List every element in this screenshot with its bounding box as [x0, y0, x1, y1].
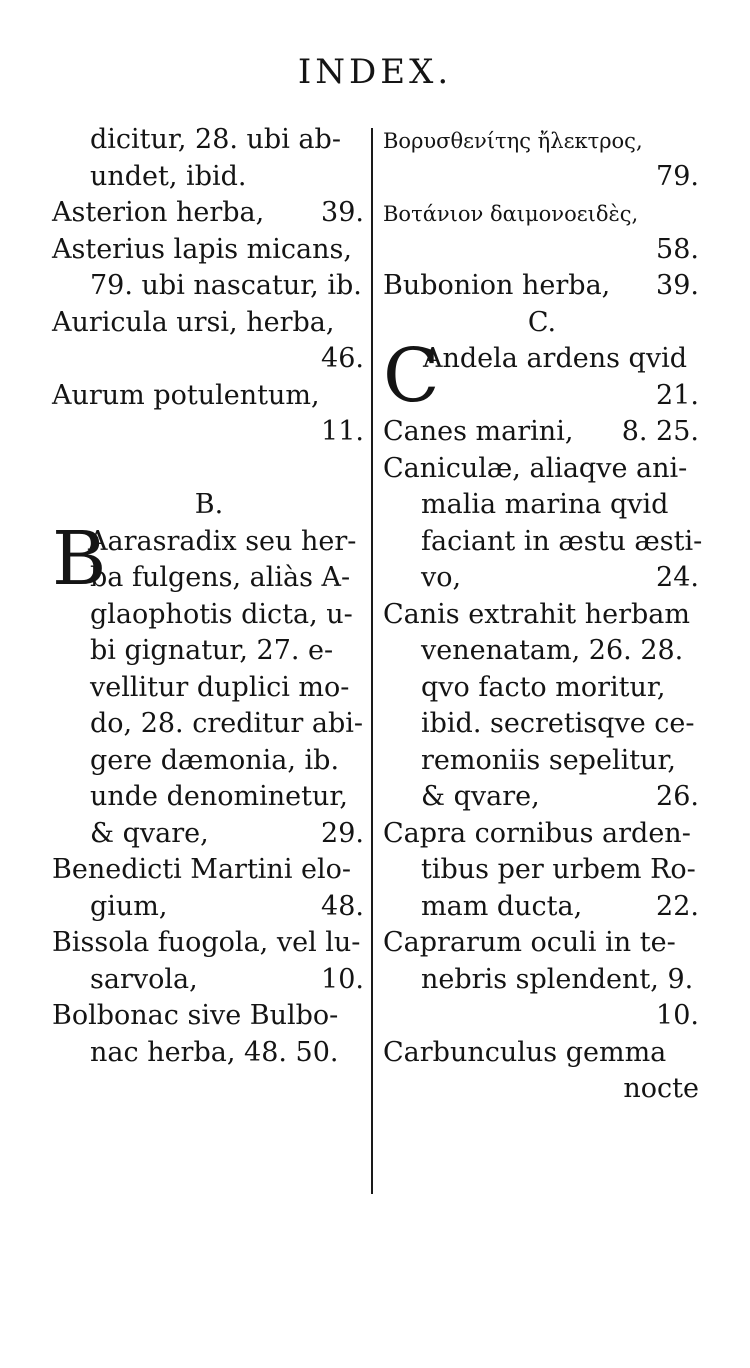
index-line [383, 998, 701, 1035]
index-line [383, 195, 701, 232]
index-line [383, 414, 701, 451]
index-line [52, 816, 366, 853]
index-entry-text: Βορυσθενίτης ἤλεκτρος, [383, 129, 643, 153]
index-entry-text: Auricula ursi, herba, [52, 306, 335, 338]
index-line [383, 670, 701, 707]
index-entry-text: Aurum potulentum, [52, 379, 320, 411]
index-entry-text: & qvare, [90, 817, 209, 849]
index-entry-text: Canis extrahit herbam [383, 598, 690, 630]
index-line [383, 122, 701, 159]
index-line [383, 268, 701, 305]
index-line [383, 962, 701, 999]
index-entry-text: & qvare, [421, 781, 540, 812]
index-line [52, 633, 366, 670]
index-entry-text: nac herba, 48. 50. [90, 1036, 339, 1068]
index-entry-text: ibid. secretisqve ce- [421, 708, 695, 739]
index-entry-text: 46. [321, 343, 364, 374]
index-entry-text: vo, [421, 562, 462, 593]
index-entry-text: Canes marini, [383, 416, 574, 447]
index-entry-text: Bubonion herba, [383, 270, 611, 301]
index-line [52, 962, 366, 999]
index-entry-text: sarvola, [90, 963, 198, 995]
index-line [52, 268, 366, 305]
column-divider [371, 128, 373, 1194]
drop-cap-letter: B [52, 515, 107, 602]
index-entry-text: Benedicti Martini elo- [52, 854, 352, 885]
drop-cap-letter: C [383, 333, 440, 419]
index-line [52, 597, 366, 634]
index-line [52, 341, 366, 378]
index-line [52, 743, 366, 780]
left-index-column [52, 122, 366, 1071]
index-line [52, 232, 366, 269]
index-line [383, 378, 701, 415]
page-reference-number: 39. [656, 270, 699, 301]
page-reference-number: 29. [321, 817, 364, 849]
index-line [383, 706, 701, 743]
index-line [52, 451, 366, 488]
page-reference-number: 26. [656, 781, 699, 812]
index-entry-text: Asterius lapis micans, [52, 233, 352, 265]
index-entry-text: remoniis sepelitur, [421, 744, 676, 776]
index-entry-text: faciant in æstu æsti- [421, 525, 703, 557]
index-line [383, 597, 701, 634]
section-letter-heading: B. [194, 489, 224, 520]
index-line [52, 122, 366, 159]
index-line [383, 1071, 701, 1108]
index-line [383, 779, 701, 816]
index-entry-text: qvo facto moritur, [421, 671, 666, 703]
index-entry-text: Andela ardens qvid [423, 343, 688, 374]
index-line [52, 670, 366, 707]
index-entry-text: Capra cornibus arden- [383, 817, 691, 849]
index-entry-text: gere dæmonia, ib. [90, 744, 340, 776]
index-line [52, 560, 366, 597]
right-index-column [383, 122, 701, 1108]
index-entry-text: Bolbonac sive Bulbo- [52, 1000, 339, 1031]
index-line [52, 305, 366, 342]
index-entry-text: Βοτάνιον δαιμονοειδὲς, [383, 202, 639, 226]
index-entry-text: 21. [656, 379, 699, 411]
index-entry-text: glaophotis dicta, u- [90, 598, 353, 630]
index-line [52, 1035, 366, 1072]
index-line [383, 889, 701, 926]
index-entry-text: venenatam, 26. 28. [421, 635, 684, 666]
page-reference-number: 8. 25. [621, 416, 699, 447]
index-line [52, 889, 366, 926]
index-entry-text: 58. [656, 233, 699, 265]
index-entry-text: malia marina qvid [421, 489, 669, 520]
index-entry-text: nebris splendent, 9. [421, 963, 694, 995]
index-entry-text: undet, ibid. [90, 160, 247, 192]
index-line [383, 232, 701, 269]
index-line [383, 1035, 701, 1072]
page-reference-number: 24. [656, 562, 699, 593]
index-entry-text: Carbunculus gemma [383, 1036, 667, 1068]
index-line [383, 487, 701, 524]
index-entry-text: Asterion herba, [52, 197, 265, 228]
index-entry-text: gium, [90, 890, 168, 922]
index-entry-text: mam ducta, [421, 890, 583, 922]
index-line [383, 451, 701, 488]
index-line [52, 378, 366, 415]
index-entry-text: tibus per urbem Ro- [421, 854, 696, 885]
index-entry-text: 79. ubi nascatur, ib. [90, 270, 362, 301]
index-entry-text: bi gignatur, 27. e- [90, 635, 334, 666]
index-line [383, 743, 701, 780]
index-entry-text: 79. [656, 160, 699, 192]
index-line [52, 159, 366, 196]
index-entry-text: Bissola fuogola, vel lu- [52, 927, 361, 958]
index-line [383, 816, 701, 853]
index-entry-text: ba fulgens, aliàs A- [90, 562, 351, 593]
section-letter-heading: C. [527, 306, 557, 338]
index-entry-text: Caprarum oculi in te- [383, 927, 676, 958]
index-line [52, 998, 366, 1035]
index-line [383, 159, 701, 196]
index-line [52, 925, 366, 962]
index-entry-text: vellitur duplici mo- [90, 671, 350, 703]
page-reference-number: 39. [321, 197, 364, 228]
index-line [383, 852, 701, 889]
page-reference-number: 48. [321, 890, 364, 922]
page-reference-number: 22. [656, 890, 699, 922]
index-entry-text: 10. [656, 1000, 699, 1031]
index-line [52, 779, 366, 816]
index-line [383, 633, 701, 670]
index-line [383, 524, 701, 561]
index-entry-text: dicitur, 28. ubi ab- [90, 124, 341, 155]
page-reference-number: 10. [321, 963, 364, 995]
index-line [52, 852, 366, 889]
index-entry-text: do, 28. creditur abi- [90, 708, 364, 739]
page-header-title: INDEX. [297, 52, 453, 92]
index-line [383, 560, 701, 597]
index-line [52, 195, 366, 232]
index-entry-text: 11. [321, 416, 364, 447]
index-entry-text: Aarasradix seu her- [88, 525, 357, 557]
index-line [383, 925, 701, 962]
index-entry-text: nocte [623, 1073, 699, 1104]
index-line [52, 414, 366, 451]
index-line [52, 706, 366, 743]
index-entry-text: unde denominetur, [90, 781, 348, 812]
index-entry-text: Caniculæ, aliaqve ani- [383, 452, 688, 484]
